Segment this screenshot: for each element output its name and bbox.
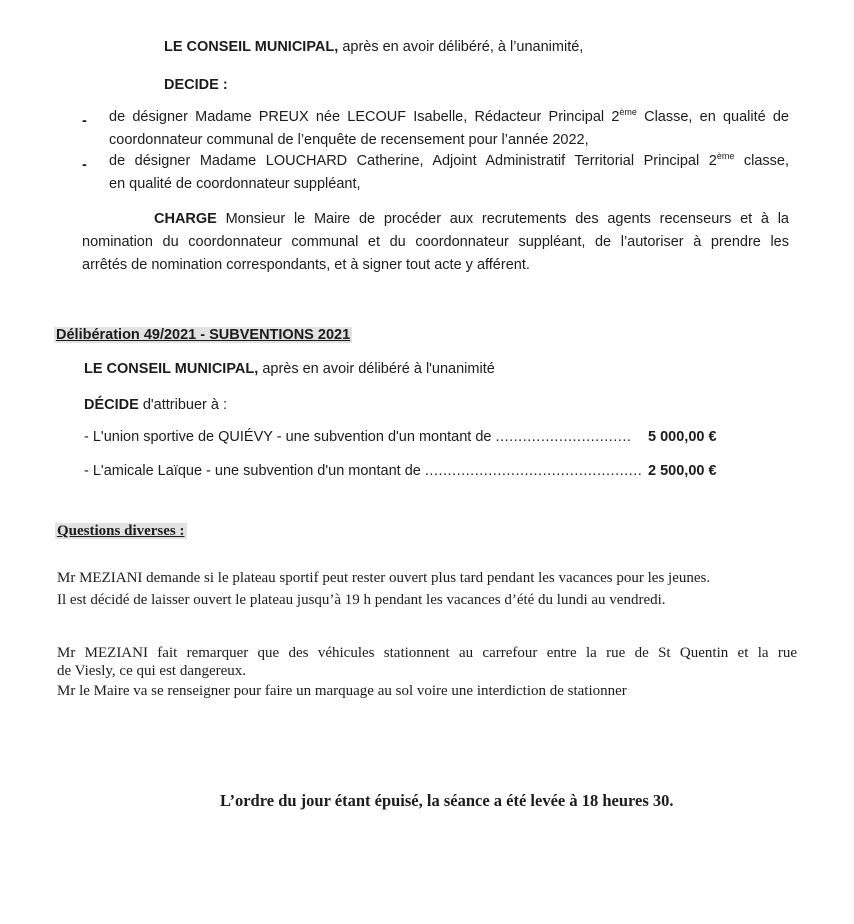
bullet-item-1 (109, 106, 789, 152)
question-line: Mr MEZIANI fait remarquer que des véhicules stationnent au carrefour entre la rue de St Quentin et la rue (57, 645, 797, 661)
council-intro (164, 36, 583, 59)
question-line: de Viesly, ce qui est dangereux. (57, 663, 247, 679)
leader-dots: .............................. (495, 429, 632, 445)
subvention-item-2 (84, 460, 642, 483)
decide-heading: DECIDE : (164, 77, 228, 93)
council-label: LE CONSEIL MUNICIPAL, (164, 39, 339, 55)
bullet-item-1-line-2: coordonnateur communal de l’enquête de recensement pour l’année 2022, (109, 132, 589, 148)
bullet-item-1-line-1: de désigner Madame PREUX née LECOUF Isabelle, Rédacteur Principal 2ème Classe, en qualité de (109, 107, 789, 125)
leader-dots: ................................................ (424, 463, 643, 479)
question-paragraph-2 (57, 644, 797, 700)
subvention-recipient: - L'union sportive de QUIÉVY - une subvention d'un montant de (84, 429, 492, 445)
charge-line-2: nomination du coordonnateur communal et du coordonnateur suppléant, de l’autoriser à prendre les (82, 234, 789, 250)
section-heading-subventions: Délibération 49/2021 - SUBVENTIONS 2021 (56, 327, 351, 343)
decide-line: DÉCIDE d'attribuer à : (84, 397, 228, 413)
bullet-item-2-line-1: de désigner Madame LOUCHARD Catherine, Adjoint Administratif Territorial Principal 2ème classe, (109, 151, 790, 169)
council-intro-text: après en avoir délibéré, à l’unanimité, (342, 39, 584, 55)
decide-label: DÉCIDE (84, 397, 139, 413)
section-heading-questions: Questions diverses : (57, 523, 185, 539)
question-line: Mr MEZIANI demande si le plateau sportif peut rester ouvert plus tard pendant les vacances pour les jeunes. (57, 570, 711, 586)
closing-statement: L’ordre du jour étant épuisé, la séance a été levée à 18 heures 30. (220, 791, 674, 810)
subvention-amount: 2 500,00 € (648, 463, 717, 479)
charge-paragraph (82, 208, 789, 277)
question-line: Mr le Maire va se renseigner pour faire un marquage au sol voire une interdiction de stationner (57, 683, 627, 699)
subvention-item-1 (84, 426, 631, 449)
bullet-item-2 (109, 150, 789, 196)
question-paragraph-1 (57, 569, 797, 609)
charge-line-1: CHARGE Monsieur le Maire de procéder aux recrutements des agents recenseurs et à la (154, 211, 789, 227)
council-intro-2: LE CONSEIL MUNICIPAL, après en avoir délibéré à l'unanimité (84, 361, 495, 377)
subvention-amount: 5 000,00 € (648, 429, 717, 445)
charge-line-3: arrêtés de nomination correspondants, et à signer tout acte y afférent. (82, 257, 530, 273)
charge-label: CHARGE (154, 211, 217, 227)
bullet-item-2-line-2: en qualité de coordonnateur suppléant, (109, 176, 361, 192)
council-label: LE CONSEIL MUNICIPAL, (84, 361, 259, 377)
bullet-dash: - (82, 157, 87, 173)
question-line: Il est décidé de laisser ouvert le plateau jusqu’à 19 h pendant les vacances d’été du lundi au vendredi. (57, 592, 666, 608)
bullet-dash: - (82, 113, 87, 129)
subvention-recipient: - L'amicale Laïque - une subvention d'un montant de (84, 463, 421, 479)
